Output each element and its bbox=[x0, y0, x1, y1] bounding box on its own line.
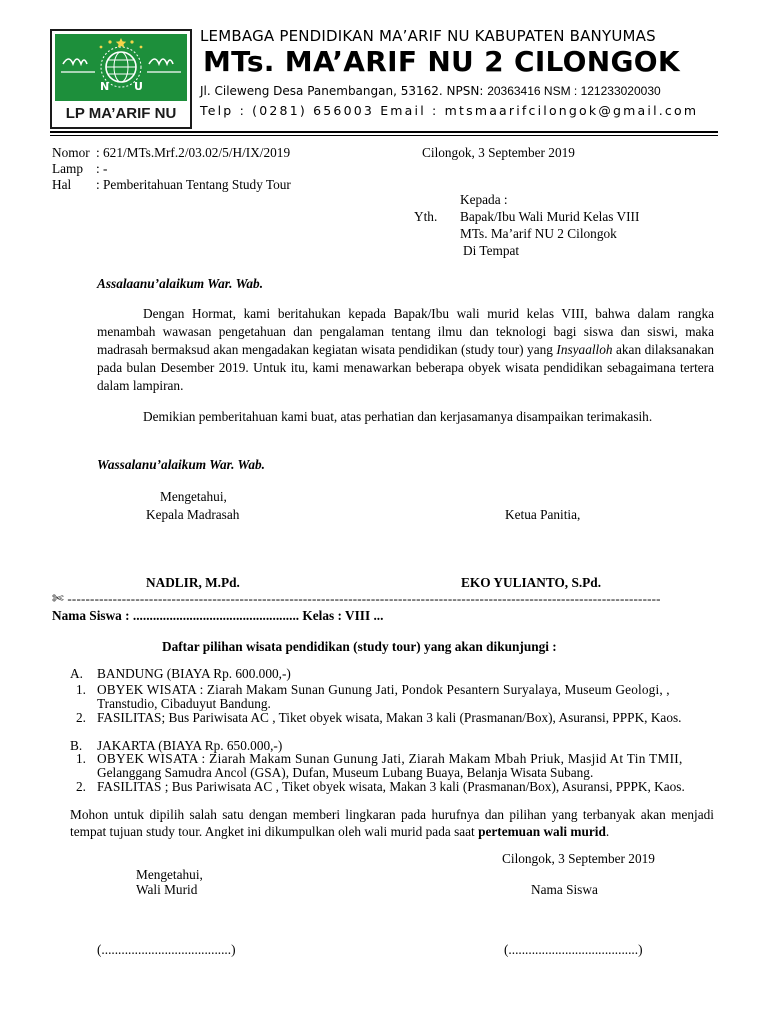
lamp-value: : - bbox=[96, 161, 108, 176]
body-paragraph-2: Demikian pemberitahuan kami buat, atas perhatian dan kerjasamanya disampaikan terimakasih. bbox=[143, 409, 653, 424]
option-a-2-number: 2. bbox=[76, 710, 86, 725]
address-text: Jl. Cileweng Desa Panembangan, 53162. NPSN: bbox=[200, 84, 488, 98]
nomor-label: Nomor bbox=[52, 145, 90, 160]
recipient-line-3: Di Tempat bbox=[463, 243, 520, 258]
body-1-part-b: akan dilaksanakan pada bulan Desember 2019. Untuk itu, kami menawarkan beberapa obyek wisata pendidikan sebagaimana tertera dalam lampiran. bbox=[97, 342, 714, 393]
form-date: Cilongok, 3 September 2019 bbox=[502, 851, 655, 866]
body-paragraph-1 bbox=[97, 305, 714, 395]
instruction-text: Mohon untuk dipilih salah satu dengan memberi lingkaran pada hurufnya dan pilihan yang terbanyak akan menjadi tempat tujuan study tour. Angket ini dikumpulkan oleh wali murid pada saat bbox=[70, 807, 714, 839]
logo-letter-u: U bbox=[134, 80, 143, 93]
school-logo bbox=[50, 29, 192, 129]
option-b-2-text: FASILITAS ; Bus Pariwisata AC , Tiket obyek wisata, Makan 3 kali (Prasmanan/Box), Asuransi, PPPK, Kaos. bbox=[97, 779, 685, 794]
institution-name: LEMBAGA PENDIDIKAN MA’ARIF NU KABUPATEN BANYUMAS bbox=[200, 27, 656, 45]
school-contact: Telp : (0281) 656003 Email : mtsmaarifcilongok@gmail.com bbox=[200, 103, 699, 118]
hal-label: Hal bbox=[52, 177, 72, 192]
option-a-letter: A. bbox=[70, 666, 83, 681]
option-a-1-line-1: OBYEK WISATA : Ziarah Makam Sunan Gunung Jati, Pondok Pesantern Suryalaya, Museum Geologi, , bbox=[97, 682, 670, 697]
option-b-1-number: 1. bbox=[76, 751, 86, 766]
header-divider bbox=[50, 131, 718, 133]
signature-line-siswa: (.......................................) bbox=[504, 942, 643, 957]
kepala-madrasah-label: Kepala Madrasah bbox=[146, 507, 240, 522]
option-b-2-number: 2. bbox=[76, 779, 86, 794]
recipient-line-1: Bapak/Ibu Wali Murid Kelas VIII bbox=[460, 209, 640, 224]
nu-globe-emblem-icon bbox=[55, 34, 187, 101]
closing: Wassalanu’alaikum War. Wab. bbox=[97, 457, 265, 472]
signature-line-wali: (.......................................) bbox=[97, 942, 236, 957]
form-title: Daftar pilihan wisata pendidikan (study tour) yang akan dikunjungi : bbox=[162, 639, 557, 654]
form-mengetahui-label: Mengetahui, bbox=[136, 867, 203, 882]
mengetahui-label: Mengetahui, bbox=[160, 489, 227, 504]
yth-label: Yth. bbox=[414, 209, 438, 224]
option-a-heading: BANDUNG (BIAYA Rp. 600.000,-) bbox=[97, 666, 291, 681]
school-address bbox=[200, 84, 661, 98]
instruction-end: . bbox=[605, 824, 610, 839]
npsn-value: 20363416 bbox=[487, 84, 541, 98]
signatory-right-name: EKO YULIANTO, S.Pd. bbox=[461, 575, 602, 590]
nama-siswa-field: Nama Siswa : .................................................. Kelas : VIII ... bbox=[52, 608, 384, 623]
instruction-paragraph bbox=[70, 806, 714, 840]
letter-date: Cilongok, 3 September 2019 bbox=[422, 145, 575, 160]
school-name: MTs. MA’ARIF NU 2 CILONGOK bbox=[203, 45, 680, 78]
option-b-1-line-1: OBYEK WISATA : Ziarah Makam Sunan Gunung Jati, Ziarah Makam Mbah Priuk, Masjid At Tin TMII, bbox=[97, 751, 683, 766]
option-a-2-text: FASILITAS; Bus Pariwisata AC , Tiket obyek wisata, Makan 3 kali (Prasmanan/Box), Asuransi, PPPK, Kaos. bbox=[97, 710, 682, 725]
cut-line bbox=[52, 591, 661, 607]
header-divider-thin bbox=[50, 135, 718, 136]
scissors-icon: ✄ bbox=[52, 591, 64, 607]
option-a-1-number: 1. bbox=[76, 682, 86, 697]
hal-value: : Pemberitahuan Tentang Study Tour bbox=[96, 177, 291, 192]
logo-caption: LP MA’ARIF NU bbox=[65, 105, 177, 122]
body-1-insyaalloh: Insyaalloh bbox=[556, 342, 613, 357]
option-a-1-line-2: Transtudio, Cibaduyut Bandung. bbox=[97, 696, 271, 711]
option-b-heading: JAKARTA (BIAYA Rp. 650.000,-) bbox=[97, 738, 283, 753]
logo-letter-n: N bbox=[100, 80, 110, 93]
wali-murid-label: Wali Murid bbox=[136, 882, 198, 897]
nama-siswa-sign-label: Nama Siswa bbox=[531, 882, 598, 897]
body-1-part-a: Dengan Hormat, kami beritahukan kepada Bapak/Ibu wali murid kelas VIII, bahwa dalam rangka menambah wawasan pengetahuan dan pengalaman tentang ilmu dan teknologi bagi siswa dan siswi, maka madrasah bermaksud akan mengadakan kegiatan wisata pendidikan (study tour) yang bbox=[97, 306, 714, 357]
ketua-panitia-label: Ketua Panitia, bbox=[505, 507, 581, 522]
instruction-bold: pertemuan wali murid bbox=[478, 824, 606, 839]
nsm-value: NSM : 121233020030 bbox=[540, 84, 661, 98]
lamp-label: Lamp bbox=[52, 161, 84, 176]
nomor-value: : 621/MTs.Mrf.2/03.02/5/H/IX/2019 bbox=[96, 145, 291, 160]
option-b-1-line-2: Gelanggang Samudra Ancol (GSA), Dufan, Museum Lubang Buaya, Belanja Wisata Subang. bbox=[97, 765, 594, 780]
cut-dashes: ----------------------------------------------------------------------------------------------------------------------------------- bbox=[67, 591, 661, 606]
recipient-line-2: MTs. Ma’arif NU 2 Cilongok bbox=[460, 226, 617, 241]
kepada-label: Kepada : bbox=[460, 192, 508, 207]
greeting: Assalaanu’alaikum War. Wab. bbox=[97, 276, 264, 291]
option-b-letter: B. bbox=[70, 738, 83, 753]
signatory-left-name: NADLIR, M.Pd. bbox=[146, 575, 240, 590]
